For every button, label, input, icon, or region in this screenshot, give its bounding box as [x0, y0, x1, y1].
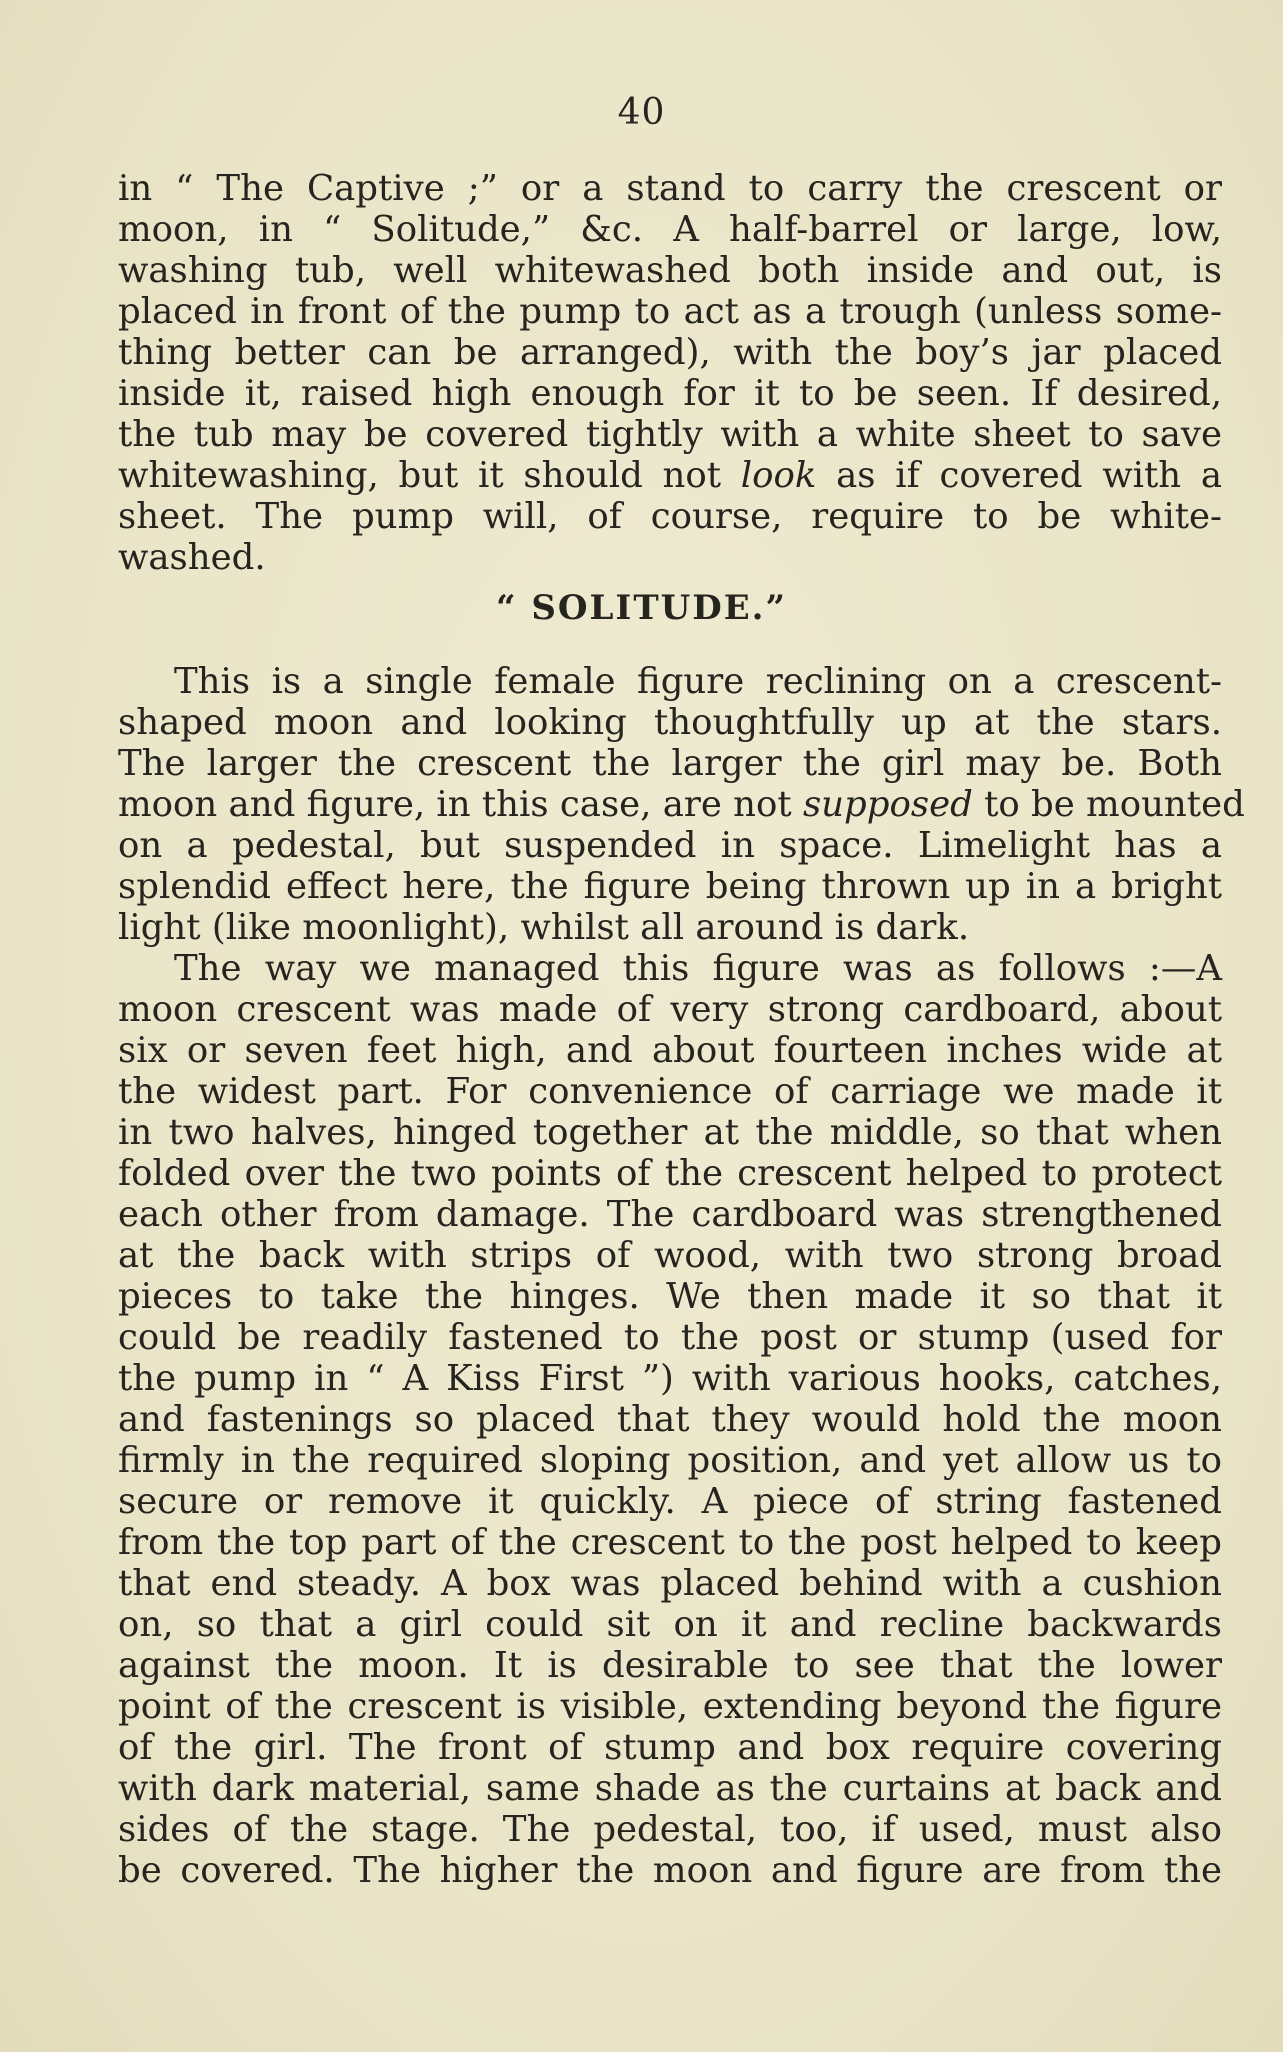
text-line: the widest part. For convenience of carriage we made it	[118, 1071, 1222, 1112]
text-line: washing tub, well whitewashed both inside and out, is	[118, 250, 1222, 291]
text-line: and fastenings so placed that they would hold the moon	[118, 1399, 1222, 1440]
text-line: moon, in “ Solitude,” &c. A half-barrel or large, low,	[118, 209, 1222, 250]
text-line: placed in front of the pump to act as a trough (unless some-	[118, 291, 1222, 332]
text-line: shaped moon and looking thoughtfully up at the stars.	[118, 702, 1222, 743]
text-line: light (like moonlight), whilst all around is dark.	[118, 907, 970, 948]
text-line: sheet. The pump will, of course, require to be white-	[118, 496, 1222, 537]
text-line: sides of the stage. The pedestal, too, if used, must also	[118, 1809, 1222, 1850]
text-line: The way we managed this figure was as follows :—A	[174, 948, 1222, 989]
text-line: moon crescent was made of very strong cardboard, about	[118, 989, 1222, 1030]
text-line: of the girl. The front of stump and box require covering	[118, 1727, 1222, 1768]
paragraph-one	[118, 661, 1245, 948]
text-line: six or seven feet high, and about fourteen inches wide at	[118, 1030, 1222, 1071]
text-line: The larger the crescent the larger the girl may be. Both	[118, 743, 1222, 784]
text-line: the tub may be covered tightly with a white sheet to save	[118, 414, 1222, 455]
text-line: splendid effect here, the figure being thrown up in a bright	[118, 866, 1222, 907]
text-fragment: moon and figure, in this case, are not	[118, 784, 803, 825]
text-line: be covered. The higher the moon and figure are from the	[118, 1850, 1222, 1891]
text-line: in two halves, hinged together at the middle, so that when	[118, 1112, 1222, 1153]
text-line: pieces to take the hinges. We then made it so that it	[118, 1276, 1222, 1317]
text-line: firmly in the required sloping position, and yet allow us to	[118, 1440, 1222, 1481]
text-line: folded over the two points of the crescent helped to protect	[118, 1153, 1222, 1194]
section-heading: “ SOLITUDE.”	[495, 588, 788, 628]
top-paragraph	[118, 168, 1222, 578]
text-line: from the top part of the crescent to the post helped to keep	[118, 1522, 1222, 1563]
text-fragment: whitewashing, but it should not	[118, 455, 741, 496]
text-line: against the moon. It is desirable to see that the lower	[118, 1645, 1222, 1686]
text-line: the pump in “ A Kiss First ”) with various hooks, catches,	[118, 1358, 1222, 1399]
italic-word: supposed	[802, 784, 973, 825]
text-line	[118, 455, 1222, 496]
text-line: could be readily fastened to the post or stump (used for	[118, 1317, 1222, 1358]
text-line: washed.	[118, 537, 266, 578]
text-line: secure or remove it quickly. A piece of string fastened	[118, 1481, 1222, 1522]
text-fragment: as if covered with a	[816, 455, 1222, 496]
page-number: 40	[617, 92, 666, 133]
text-line: on a pedestal, but suspended in space. Limelight has a	[118, 825, 1222, 866]
text-line: thing better can be arranged), with the boy’s jar placed	[118, 332, 1222, 373]
text-line: each other from damage. The cardboard was strengthened	[118, 1194, 1222, 1235]
text-line: that end steady. A box was placed behind with a cushion	[118, 1563, 1222, 1604]
text-line: inside it, raised high enough for it to be seen. If desired,	[118, 373, 1222, 414]
text-line: on, so that a girl could sit on it and recline backwards	[118, 1604, 1222, 1645]
text-line: This is a single female figure reclining on a crescent-	[174, 661, 1222, 702]
italic-word: look	[740, 455, 817, 496]
text-line: at the back with strips of wood, with two strong broad	[118, 1235, 1222, 1276]
paragraph-two	[118, 948, 1222, 1891]
text-fragment: to be mounted	[972, 784, 1245, 825]
text-line: with dark material, same shade as the curtains at back and	[118, 1768, 1222, 1809]
text-line: in “ The Captive ;” or a stand to carry the crescent or	[118, 168, 1222, 209]
text-line: point of the crescent is visible, extending beyond the figure	[118, 1686, 1222, 1727]
text-line	[118, 784, 1245, 825]
